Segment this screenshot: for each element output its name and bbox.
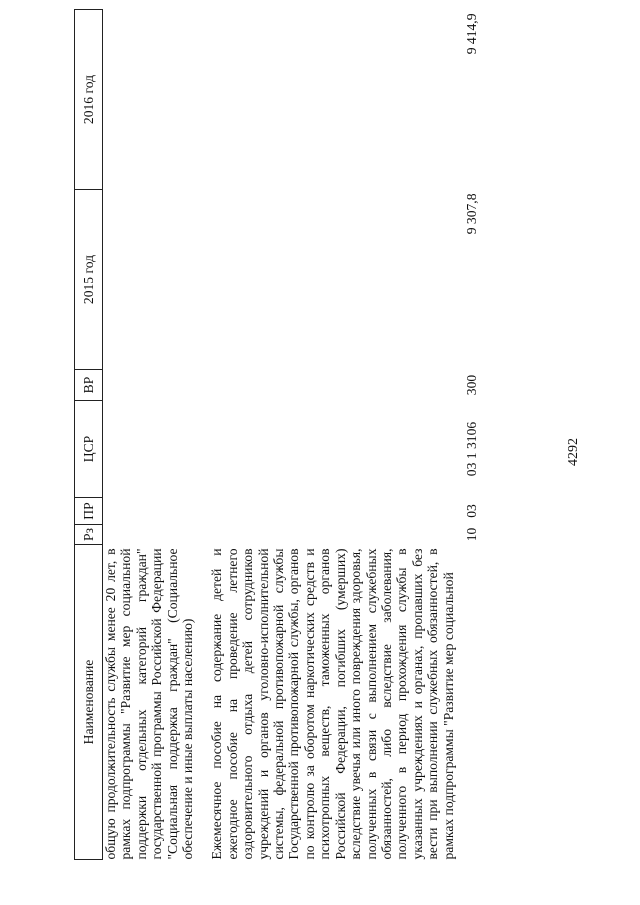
header-vr: ВР [75,370,103,401]
row-vr [103,370,196,401]
row-csr [103,401,196,498]
row-csr: 03 1 3106 [464,421,480,477]
row-vr: 300 [464,374,480,396]
header-pr: ПР [75,498,103,525]
row-pr [103,498,196,525]
row-rz [103,525,196,545]
header-year-2015: 2015 год [75,190,103,370]
header-year-2016: 2016 год [75,10,103,190]
row-year-2015: 9 307,8 [464,193,480,235]
header-csr: ЦСР [75,401,103,498]
row-name: общую продолжительность службы менее 20 лет, в рамках подпрограммы "Развитие мер социальной поддержки отдельных категорий граждан" государственной программы Российской Федерации "Социальная поддержка граждан" (Социальное обеспечение и иные выплаты населению) [103,548,196,860]
row-name: Ежемесячное пособие на содержание детей и ежегодное пособие на проведение летнего оздоровительного отдыха детей сотрудников учреждений и органов уголовно-исполнительной системы, федеральной противопожарной службы Государственной противопожарной службы, органов по контролю за оборотом наркотических средств и психотропных веществ, таможенных органов Российской Федерации, погибших (умерших) вследствие увечья или иного повреждения здоровья, полученных в связи с выполнением служебных обязанностей, либо вследствие заболевания, полученного в период прохождения службы в указанных учреждениях и органах, пропавших без вести при выполнении служебных обязанностей, в рамках подпрограммы "Развитие мер социальной [209,548,456,860]
row-year-2016 [103,10,196,190]
table-header-row [75,10,103,860]
row-year-2015 [103,190,196,370]
header-name: Наименование [75,545,103,860]
rotated-page-content [74,10,614,860]
row-rz: 10 [464,527,480,542]
row-pr: 03 [464,504,480,518]
header-rz: Рз [75,525,103,545]
table-row [195,10,480,860]
budget-table [74,9,480,860]
row-year-2016: 9 414,9 [464,13,480,55]
page-number: 4292 [566,438,581,466]
table-row [103,10,196,860]
